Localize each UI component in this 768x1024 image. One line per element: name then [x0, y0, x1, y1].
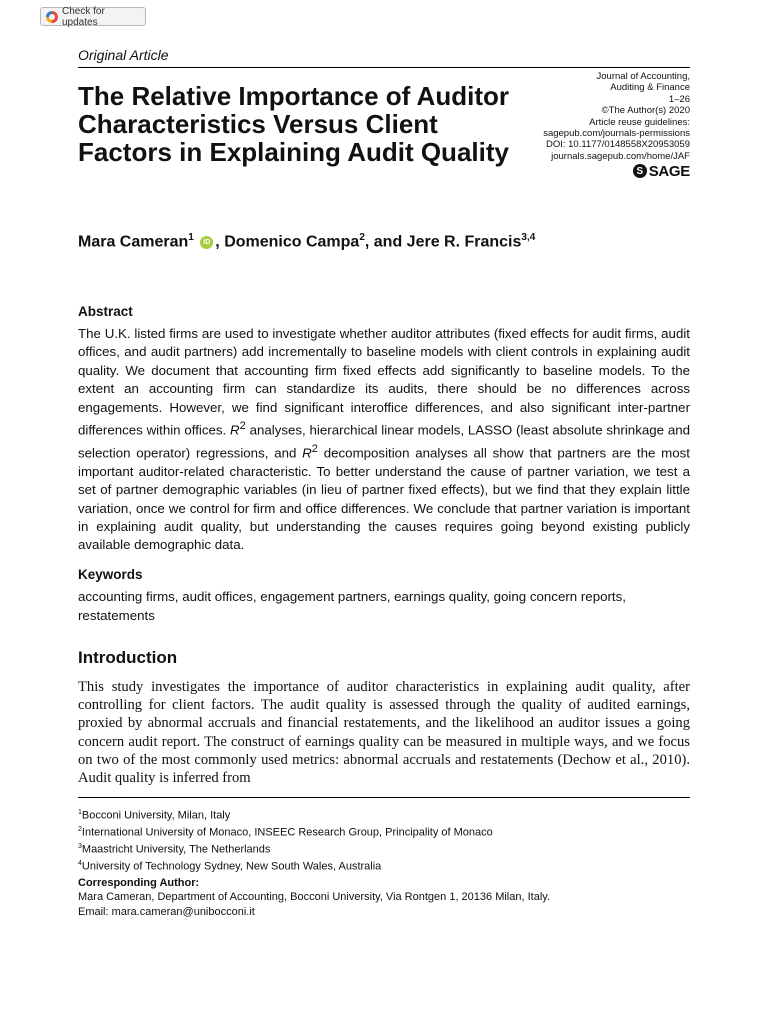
- author-list: [78, 232, 535, 251]
- author-affil-ref: 1: [188, 232, 194, 243]
- check-for-updates-label: Check for updates: [62, 5, 105, 28]
- journal-line: Article reuse guidelines:: [589, 116, 690, 128]
- orcid-icon[interactable]: iD: [200, 236, 213, 249]
- sage-s-icon: S: [633, 164, 647, 178]
- r-squared-symbol: R: [302, 445, 312, 461]
- article-title: The Relative Importance of Auditor Characteristics Versus Client Factors in Explaining Audit Quality: [78, 81, 509, 167]
- corresponding-author-heading: Corresponding Author:: [78, 877, 200, 889]
- check-for-updates-button[interactable]: [40, 7, 146, 26]
- affiliation-text: Bocconi University, Milan, Italy: [81, 809, 231, 822]
- article-type: Original Article: [78, 47, 169, 63]
- journal-pages: 1–26: [668, 93, 690, 105]
- affiliation: [78, 840, 690, 857]
- author-affil-ref: 3,4: [521, 232, 536, 243]
- author-separator: ,: [215, 233, 225, 251]
- permissions-link[interactable]: sagepub.com/journals-permissions: [543, 128, 690, 140]
- affiliation-text: Maastricht University, The Netherlands: [81, 843, 271, 856]
- r-squared-exponent: 2: [311, 442, 318, 455]
- affiliation: [78, 857, 690, 874]
- affiliation-text: University of Technology Sydney, New South Wales, Australia: [81, 860, 382, 873]
- introduction-text: This study investigates the importance of auditor characteristics in explaining audit quality, after controlling for client factors. The audit quality is assessed through the quality of audited earnings, proxied by abnormal accruals and financial restatements, and the likelihood an auditor issues a going concern audit report. The construct of earnings quality can be measured in multiple ways, and we focus on two of the most commonly used metrics: abnormal accruals and restatements (Dechow et al., 2010). Audit quality is inferred from: [78, 679, 690, 787]
- affiliation: [78, 823, 690, 840]
- author-name: Mara Cameran: [78, 233, 189, 251]
- journal-copyright: ©The Author(s) 2020: [601, 105, 690, 117]
- r-squared-symbol: R: [230, 422, 240, 438]
- affiliation-number: 2: [78, 826, 82, 834]
- corresponding-author: [78, 876, 690, 919]
- header-rule: [78, 67, 690, 68]
- introduction-heading: Introduction: [78, 648, 178, 667]
- abstract-part: The U.K. listed firms are used to investigate whether auditor attributes (fixed effects for audit firms, audit offices, and audit partners) add incrementally to baseline models with client controls in explaining audit quality. We document that accounting firm fixed effects add significantly to baseline models. To the extent an accounting firm can standardize its audits, there should be no differences across engagements. However, we find significant interoffice differences, and also significant inter-partner differences within offices.: [78, 326, 690, 438]
- journal-line: Auditing & Finance: [610, 82, 690, 94]
- affiliation: [78, 806, 690, 823]
- abstract-part: analyses, hierarchical linear models, LASSO (least absolute shrinkage and selection operator) regressions, and: [78, 422, 691, 461]
- abstract-text: [78, 325, 690, 555]
- abstract-part: decomposition analyses all show that partners are the most important auditor-related characteristic. To better understand the cause of partner variation, we test a set of partner demographic variables (in lieu of partner fixed effects), but we find that they explain little variation, once we control for firm and office differences. We conclude that partner variation is important in explaining audit quality, but understanding the causes requires going beyond existing publicly available demographic data.: [78, 445, 690, 553]
- affiliation-text: International University of Monaco, INSEEC Research Group, Principality of Monaco: [81, 826, 493, 839]
- affiliation-number: 4: [78, 860, 82, 868]
- footnote-rule: [78, 797, 690, 798]
- affiliation-number: 3: [78, 843, 82, 851]
- author-name: Jere R. Francis: [406, 233, 522, 251]
- affiliation-number: 1: [78, 809, 82, 816]
- author-affil-ref: 2: [359, 232, 365, 243]
- abstract-heading: Abstract: [78, 304, 133, 319]
- corresponding-author-address: Mara Cameran, Department of Accounting, Bocconi University, Via Rontgen 1, 20136 Milan, Italy.: [78, 891, 551, 904]
- crossmark-icon: [46, 11, 58, 23]
- affiliations: [78, 806, 690, 874]
- corresponding-author-email[interactable]: Email: mara.cameran@unibocconi.it: [78, 905, 255, 918]
- doi-link[interactable]: DOI: 10.1177/0148558X20953059: [545, 139, 690, 151]
- sage-logo: [633, 164, 690, 178]
- journal-info: [490, 71, 690, 178]
- keywords-heading: Keywords: [78, 567, 143, 582]
- sage-wordmark: SAGE: [648, 162, 690, 180]
- author-separator: , and: [364, 233, 407, 251]
- journal-home-link[interactable]: journals.sagepub.com/home/JAF: [551, 150, 690, 162]
- author-name: Domenico Campa: [224, 233, 360, 251]
- journal-line: Journal of Accounting,: [596, 71, 690, 82]
- r-squared-exponent: 2: [239, 420, 246, 433]
- keywords-text: accounting firms, audit offices, engagement partners, earnings quality, going concern reports, restatements: [78, 589, 626, 623]
